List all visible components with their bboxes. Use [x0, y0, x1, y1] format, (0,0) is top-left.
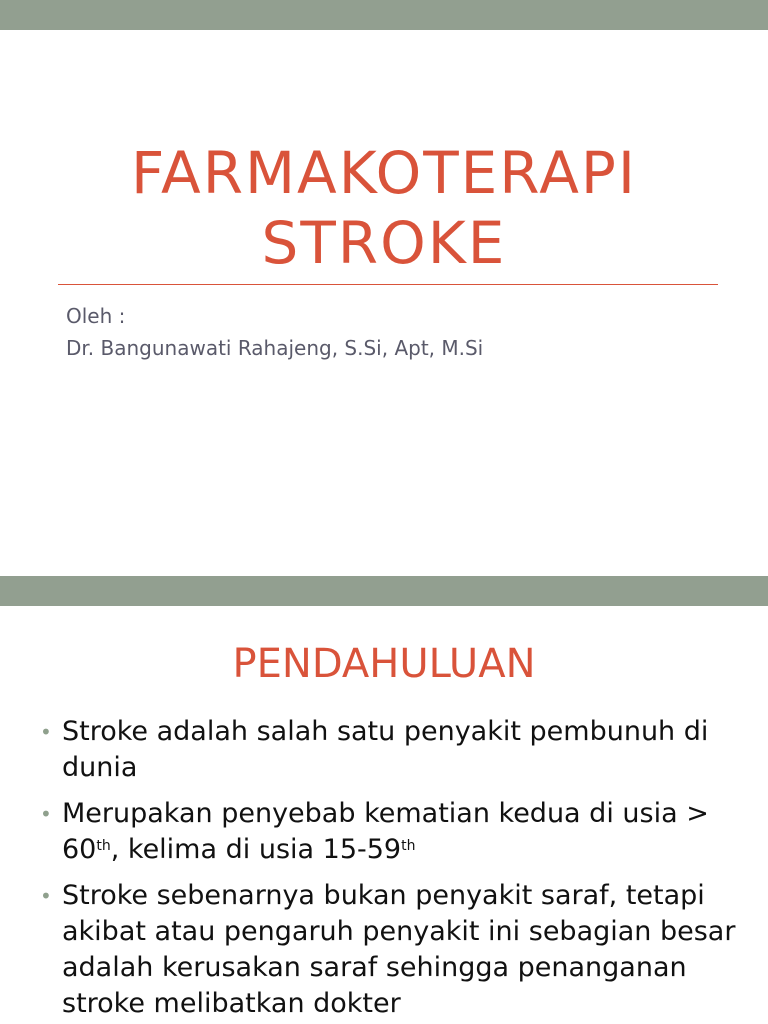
slide-subtitle: [66, 300, 483, 364]
slide-heading: PENDAHULUAN: [232, 641, 536, 687]
list-item: [40, 714, 740, 786]
list-item: [40, 878, 740, 1022]
top-band: [0, 0, 768, 30]
slide-title: [0, 30, 768, 576]
slide-introduction: [0, 606, 768, 1024]
bullet-text: Merupakan penyebab kematian kedua di usia > 60: [62, 798, 709, 865]
subtitle-line-2: Dr. Bangunawati Rahajeng, S.Si, Apt, M.Si: [66, 336, 484, 360]
bullet-icon: •: [40, 720, 52, 744]
bullet-text: Stroke adalah salah satu penyakit pembunuh di dunia: [62, 716, 709, 783]
superscript: th: [96, 838, 111, 854]
bullet-icon: •: [40, 884, 52, 908]
slide-title-heading: [0, 138, 768, 278]
bullet-text-continued: , kelima di usia 15-59: [110, 834, 402, 865]
title-divider: [58, 284, 718, 285]
superscript: th: [401, 838, 416, 854]
title-line-1: FARMAKOTERAPI: [130, 139, 638, 207]
title-line-2: STROKE: [261, 209, 507, 277]
subtitle-line-1: Oleh :: [66, 304, 126, 328]
bullet-text: Stroke sebenarnya bukan penyakit saraf, tetapi akibat atau pengaruh penyakit ini sebagian besar adalah kerusakan saraf sehingga penanganan stroke melibatkan dokter: [62, 880, 736, 1019]
bullet-list: [40, 714, 740, 1024]
list-item: [40, 796, 740, 868]
slide-separator-band: [0, 576, 768, 606]
bullet-icon: •: [40, 802, 52, 826]
